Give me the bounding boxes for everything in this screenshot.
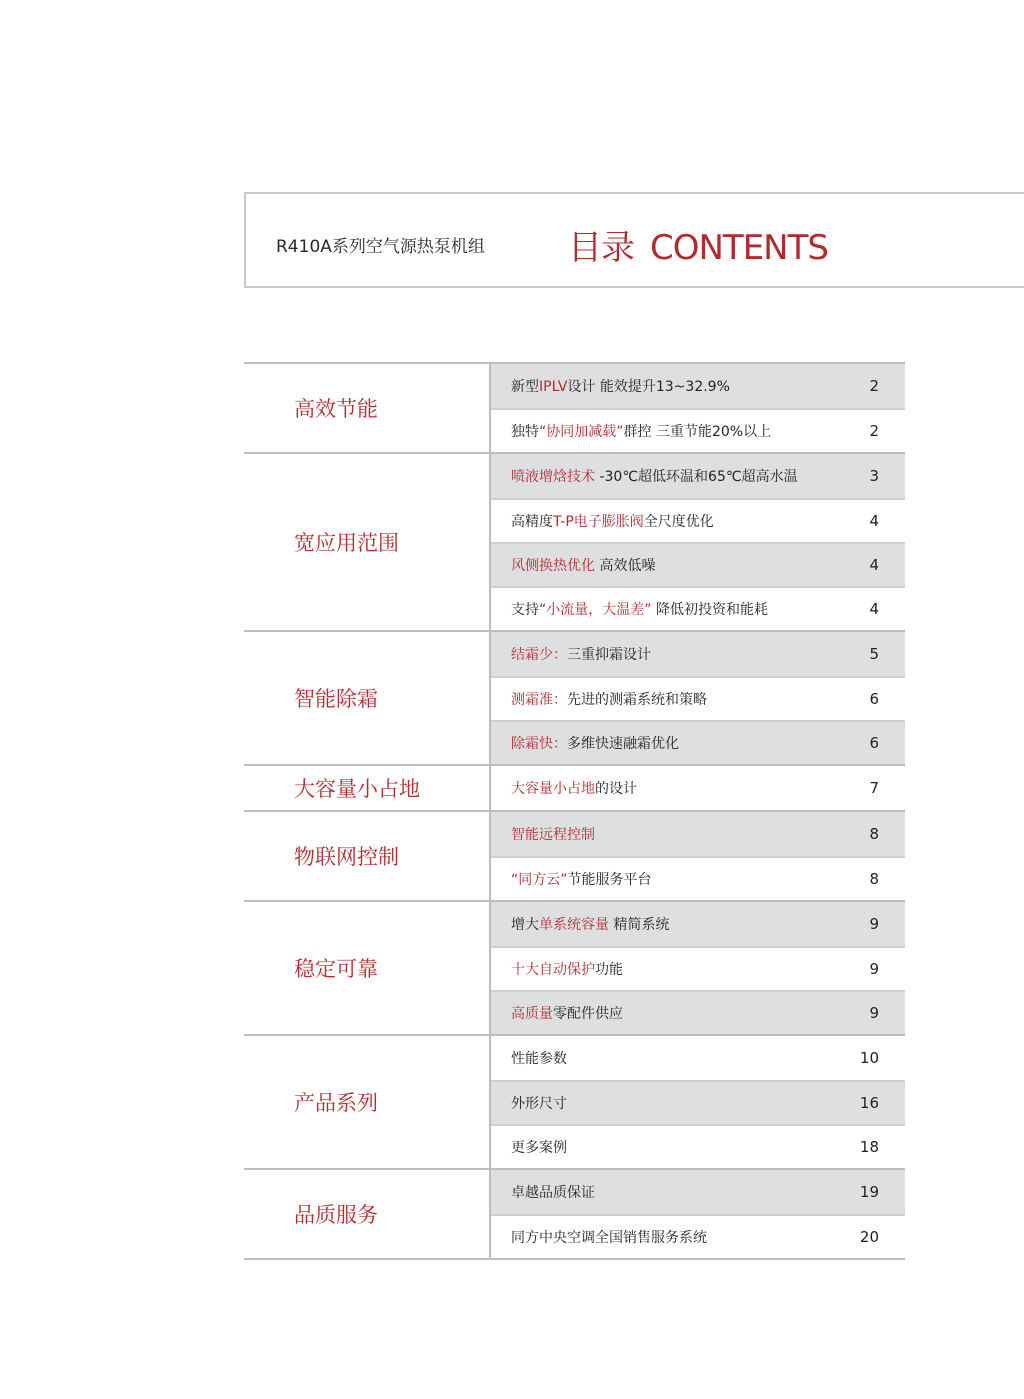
section-category: 品质服务 (244, 1170, 491, 1258)
toc-entry[interactable] (491, 676, 905, 720)
toc-section (244, 364, 905, 454)
section-items (491, 632, 905, 764)
page-number: 8 (869, 825, 879, 843)
toc-entry[interactable] (491, 542, 905, 586)
highlight-text: “同方云” (511, 872, 568, 888)
toc-entry[interactable] (491, 498, 905, 542)
toc-entry[interactable] (491, 632, 905, 676)
entry-text: 高精度 (511, 514, 553, 530)
highlight-text: 十大自动保护 (511, 962, 595, 978)
entry-text: 外形尺寸 (511, 1096, 567, 1112)
entry-text: -30℃超低环温和65℃超高水温 (595, 469, 798, 485)
page-number: 2 (869, 422, 879, 440)
header-box (244, 192, 1024, 288)
section-category: 宽应用范围 (244, 454, 491, 630)
page-number: 20 (859, 1228, 879, 1246)
section-category: 智能除霜 (244, 632, 491, 764)
toc-entry[interactable] (491, 1036, 905, 1080)
page-number: 5 (869, 645, 879, 663)
toc-entry-label (511, 1137, 567, 1157)
toc-entry[interactable] (491, 408, 905, 452)
toc-section (244, 812, 905, 902)
entry-text: 同方中央空调全国销售服务系统 (511, 1230, 707, 1246)
toc-entry[interactable] (491, 856, 905, 900)
section-items (491, 364, 905, 452)
toc-entry[interactable] (491, 586, 905, 630)
page-title (568, 220, 828, 269)
title-en: CONTENTS (650, 228, 828, 268)
page-number: 2 (869, 377, 879, 395)
toc-entry[interactable] (491, 720, 905, 764)
page-number: 4 (869, 600, 879, 618)
page-number: 9 (869, 960, 879, 978)
entry-text: 功能 (595, 962, 623, 978)
highlight-text: 智能远程控制 (511, 827, 595, 843)
toc-entry[interactable] (491, 902, 905, 946)
toc-entry-label (511, 644, 651, 664)
entry-text: 精简系统 (609, 917, 670, 933)
highlight-text: 高质量 (511, 1006, 553, 1022)
entry-text: 零配件供应 (553, 1006, 623, 1022)
title-cn: 目录 (568, 228, 634, 268)
toc-entry-label (511, 1227, 707, 1247)
highlight-text: 喷液增焓技术 (511, 469, 595, 485)
entry-text: 高效低噪 (595, 558, 656, 574)
toc-entry-label (511, 914, 669, 934)
section-items (491, 902, 905, 1034)
toc-entry-label (511, 959, 623, 979)
toc-entry-label (511, 1048, 567, 1068)
highlight-text: 除霜快： (511, 736, 567, 752)
page-number: 6 (869, 734, 879, 752)
section-category: 产品系列 (244, 1036, 491, 1168)
highlight-text: 大容量小占地 (511, 781, 595, 797)
highlight-text: “小流量，大温差” (539, 602, 652, 618)
toc-entry-label (511, 555, 655, 575)
highlight-text: T-P电子膨胀阀 (553, 514, 644, 530)
toc-entry[interactable] (491, 1170, 905, 1214)
highlight-text: 单系统容量 (539, 917, 609, 933)
toc-entry[interactable] (491, 812, 905, 856)
section-items (491, 454, 905, 630)
page-number: 16 (859, 1094, 879, 1112)
toc-section (244, 632, 905, 766)
page-number: 4 (869, 512, 879, 530)
entry-text: 新型 (511, 379, 539, 395)
entry-text: 多维快速融霜优化 (567, 736, 679, 752)
toc-entry-label (511, 599, 768, 619)
header-subtitle: R410A系列空气源热泵机组 (276, 237, 485, 257)
page-number: 9 (869, 1004, 879, 1022)
toc-entry-label (511, 869, 652, 889)
toc-section (244, 1036, 905, 1170)
toc-entry[interactable] (491, 990, 905, 1034)
entry-text: 性能参数 (511, 1051, 567, 1067)
entry-text: 群控 三重节能20%以上 (623, 424, 772, 440)
entry-text: 更多案例 (511, 1140, 567, 1156)
entry-text: 设计 能效提升13~32.9% (567, 379, 730, 395)
toc-entry-label (511, 1182, 595, 1202)
toc-entry-label (511, 376, 730, 396)
entry-text: 支持 (511, 602, 539, 618)
toc-section (244, 766, 905, 812)
page-number: 8 (869, 870, 879, 888)
section-items (491, 1036, 905, 1168)
page-number: 3 (869, 467, 879, 485)
page-number: 6 (869, 690, 879, 708)
entry-text: 独特 (511, 424, 539, 440)
section-category: 物联网控制 (244, 812, 491, 900)
page-number: 19 (859, 1183, 879, 1201)
entry-text: 三重抑霜设计 (567, 647, 651, 663)
toc-entry[interactable] (491, 946, 905, 990)
toc-entry-label (511, 1093, 567, 1113)
page-number: 10 (859, 1049, 879, 1067)
toc-section (244, 902, 905, 1036)
entry-text: 卓越品质保证 (511, 1185, 595, 1201)
entry-text: 的设计 (595, 781, 637, 797)
highlight-text: 风侧换热优化 (511, 558, 595, 574)
highlight-text: “协同加减载” (539, 424, 624, 440)
entry-text: 全尺度优化 (643, 514, 714, 530)
section-items (491, 766, 905, 810)
highlight-text: IPLV (539, 379, 568, 395)
toc-entry-label (511, 778, 637, 798)
table-of-contents (244, 362, 905, 1260)
toc-entry-label (511, 689, 707, 709)
page-number: 7 (869, 779, 879, 797)
highlight-text: 测霜准： (511, 692, 567, 708)
toc-entry-label (511, 511, 714, 531)
toc-entry[interactable] (491, 1214, 905, 1258)
toc-entry-label (511, 733, 679, 753)
page-number: 18 (859, 1138, 879, 1156)
section-category: 高效节能 (244, 364, 491, 452)
entry-text: 先进的测霜系统和策略 (567, 692, 707, 708)
toc-section (244, 454, 905, 632)
section-category: 稳定可靠 (244, 902, 491, 1034)
entry-text: 降低初投资和能耗 (651, 602, 768, 618)
page-number: 4 (869, 556, 879, 574)
toc-entry[interactable] (491, 1080, 905, 1124)
toc-entry-label (511, 421, 771, 441)
entry-text: 增大 (511, 917, 539, 933)
entry-text: 节能服务平台 (567, 872, 652, 888)
toc-entry[interactable] (491, 766, 905, 810)
page-number: 9 (869, 915, 879, 933)
toc-section (244, 1170, 905, 1260)
toc-entry-label (511, 1003, 623, 1023)
toc-entry[interactable] (491, 454, 905, 498)
highlight-text: 结霜少： (511, 647, 567, 663)
section-items (491, 812, 905, 900)
section-items (491, 1170, 905, 1258)
toc-entry-label (511, 466, 798, 486)
toc-entry-label (511, 824, 595, 844)
section-category: 大容量小占地 (244, 766, 491, 810)
toc-entry[interactable] (491, 1124, 905, 1168)
toc-entry[interactable] (491, 364, 905, 408)
